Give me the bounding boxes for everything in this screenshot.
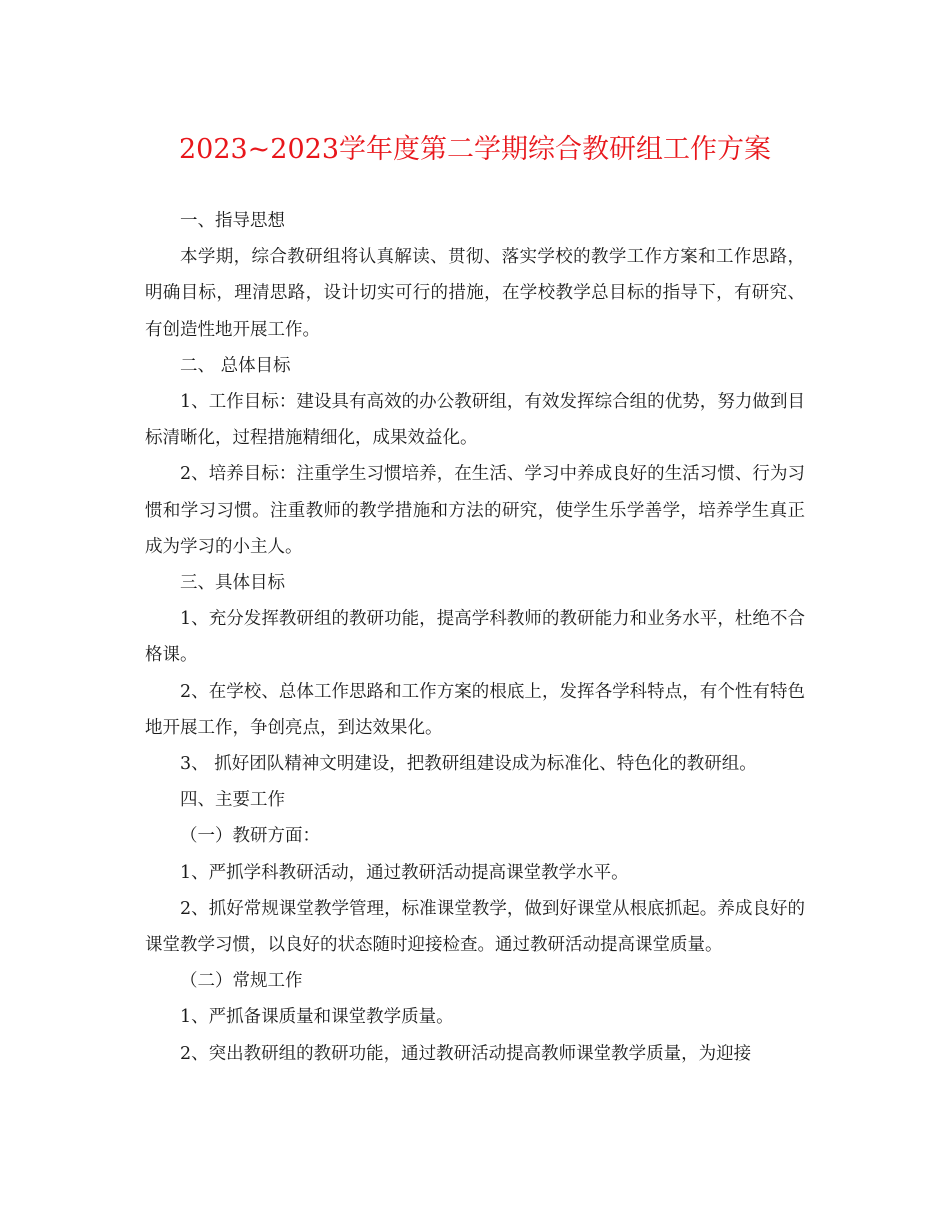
paragraph-research-item-1: 1、严抓学科教研活动，通过教研活动提高课堂教学水平。 [180, 862, 629, 883]
section-heading-overall-goals: 二、 总体目标 [180, 355, 291, 376]
paragraph-work-goal: 1、工作目标：建设具有高效的办公教研组，有效发挥综合组的优势，努力做到目标清晰化，过程措施精细化，成果效益化。 [145, 392, 805, 449]
paragraph-specific-goal-1: 1、充分发挥教研组的教研功能，提高学科教师的教研能力和业务水平，杜绝不合格课。 [145, 609, 805, 666]
paragraph-research-item-2: 2、抓好常规课堂教学管理，标准课堂教学，做到好课堂从根底抓起。养成良好的课堂教学习惯，以良好的状态随时迎接检查。通过教研活动提高课堂质量。 [145, 898, 805, 956]
paragraph-routine-item-2: 2、突出教研组的教研功能，通过教研活动提高教师课堂教学质量，为迎接 [180, 1043, 752, 1064]
subsection-heading-routine-work: （二）常规工作 [180, 971, 303, 992]
section-heading-main-work: 四、主要工作 [180, 790, 285, 811]
paragraph-specific-goal-3: 3、 抓好团队精神文明建设，把教研组建设成为标准化、特色化的教研组。 [180, 754, 757, 775]
paragraph-specific-goal-2: 2、在学校、总体工作思路和工作方案的根底上，发挥各学科特点，有个性有特色地开展工作，争创亮点，到达效果化。 [145, 681, 805, 738]
section-heading-specific-goals: 三、具体目标 [180, 573, 285, 594]
document-title: 2023~2023学年度第二学期综合教研组工作方案 [178, 134, 772, 165]
section-heading-guiding-ideology: 一、指导思想 [180, 211, 285, 231]
subsection-heading-teaching-research: （一）教研方面： [180, 826, 320, 847]
paragraph-training-goal: 2、培养目标：注重学生习惯培养，在生活、学习中养成良好的生活习惯、行为习惯和学习习惯。注重教师的教学措施和方法的研究，使学生乐学善学，培养学生真正成为学习的小主人。 [145, 464, 805, 557]
paragraph-routine-item-1: 1、严抓备课质量和课堂教学质量。 [180, 1007, 454, 1028]
document-body [145, 203, 805, 1072]
paragraph-intro: 本学期，综合教研组将认真解读、贯彻、落实学校的教学工作方案和工作思路，明确目标，理清思路，设计切实可行的措施，在学校教学总目标的指导下，有研究、有创造性地开展工作。 [145, 247, 805, 340]
